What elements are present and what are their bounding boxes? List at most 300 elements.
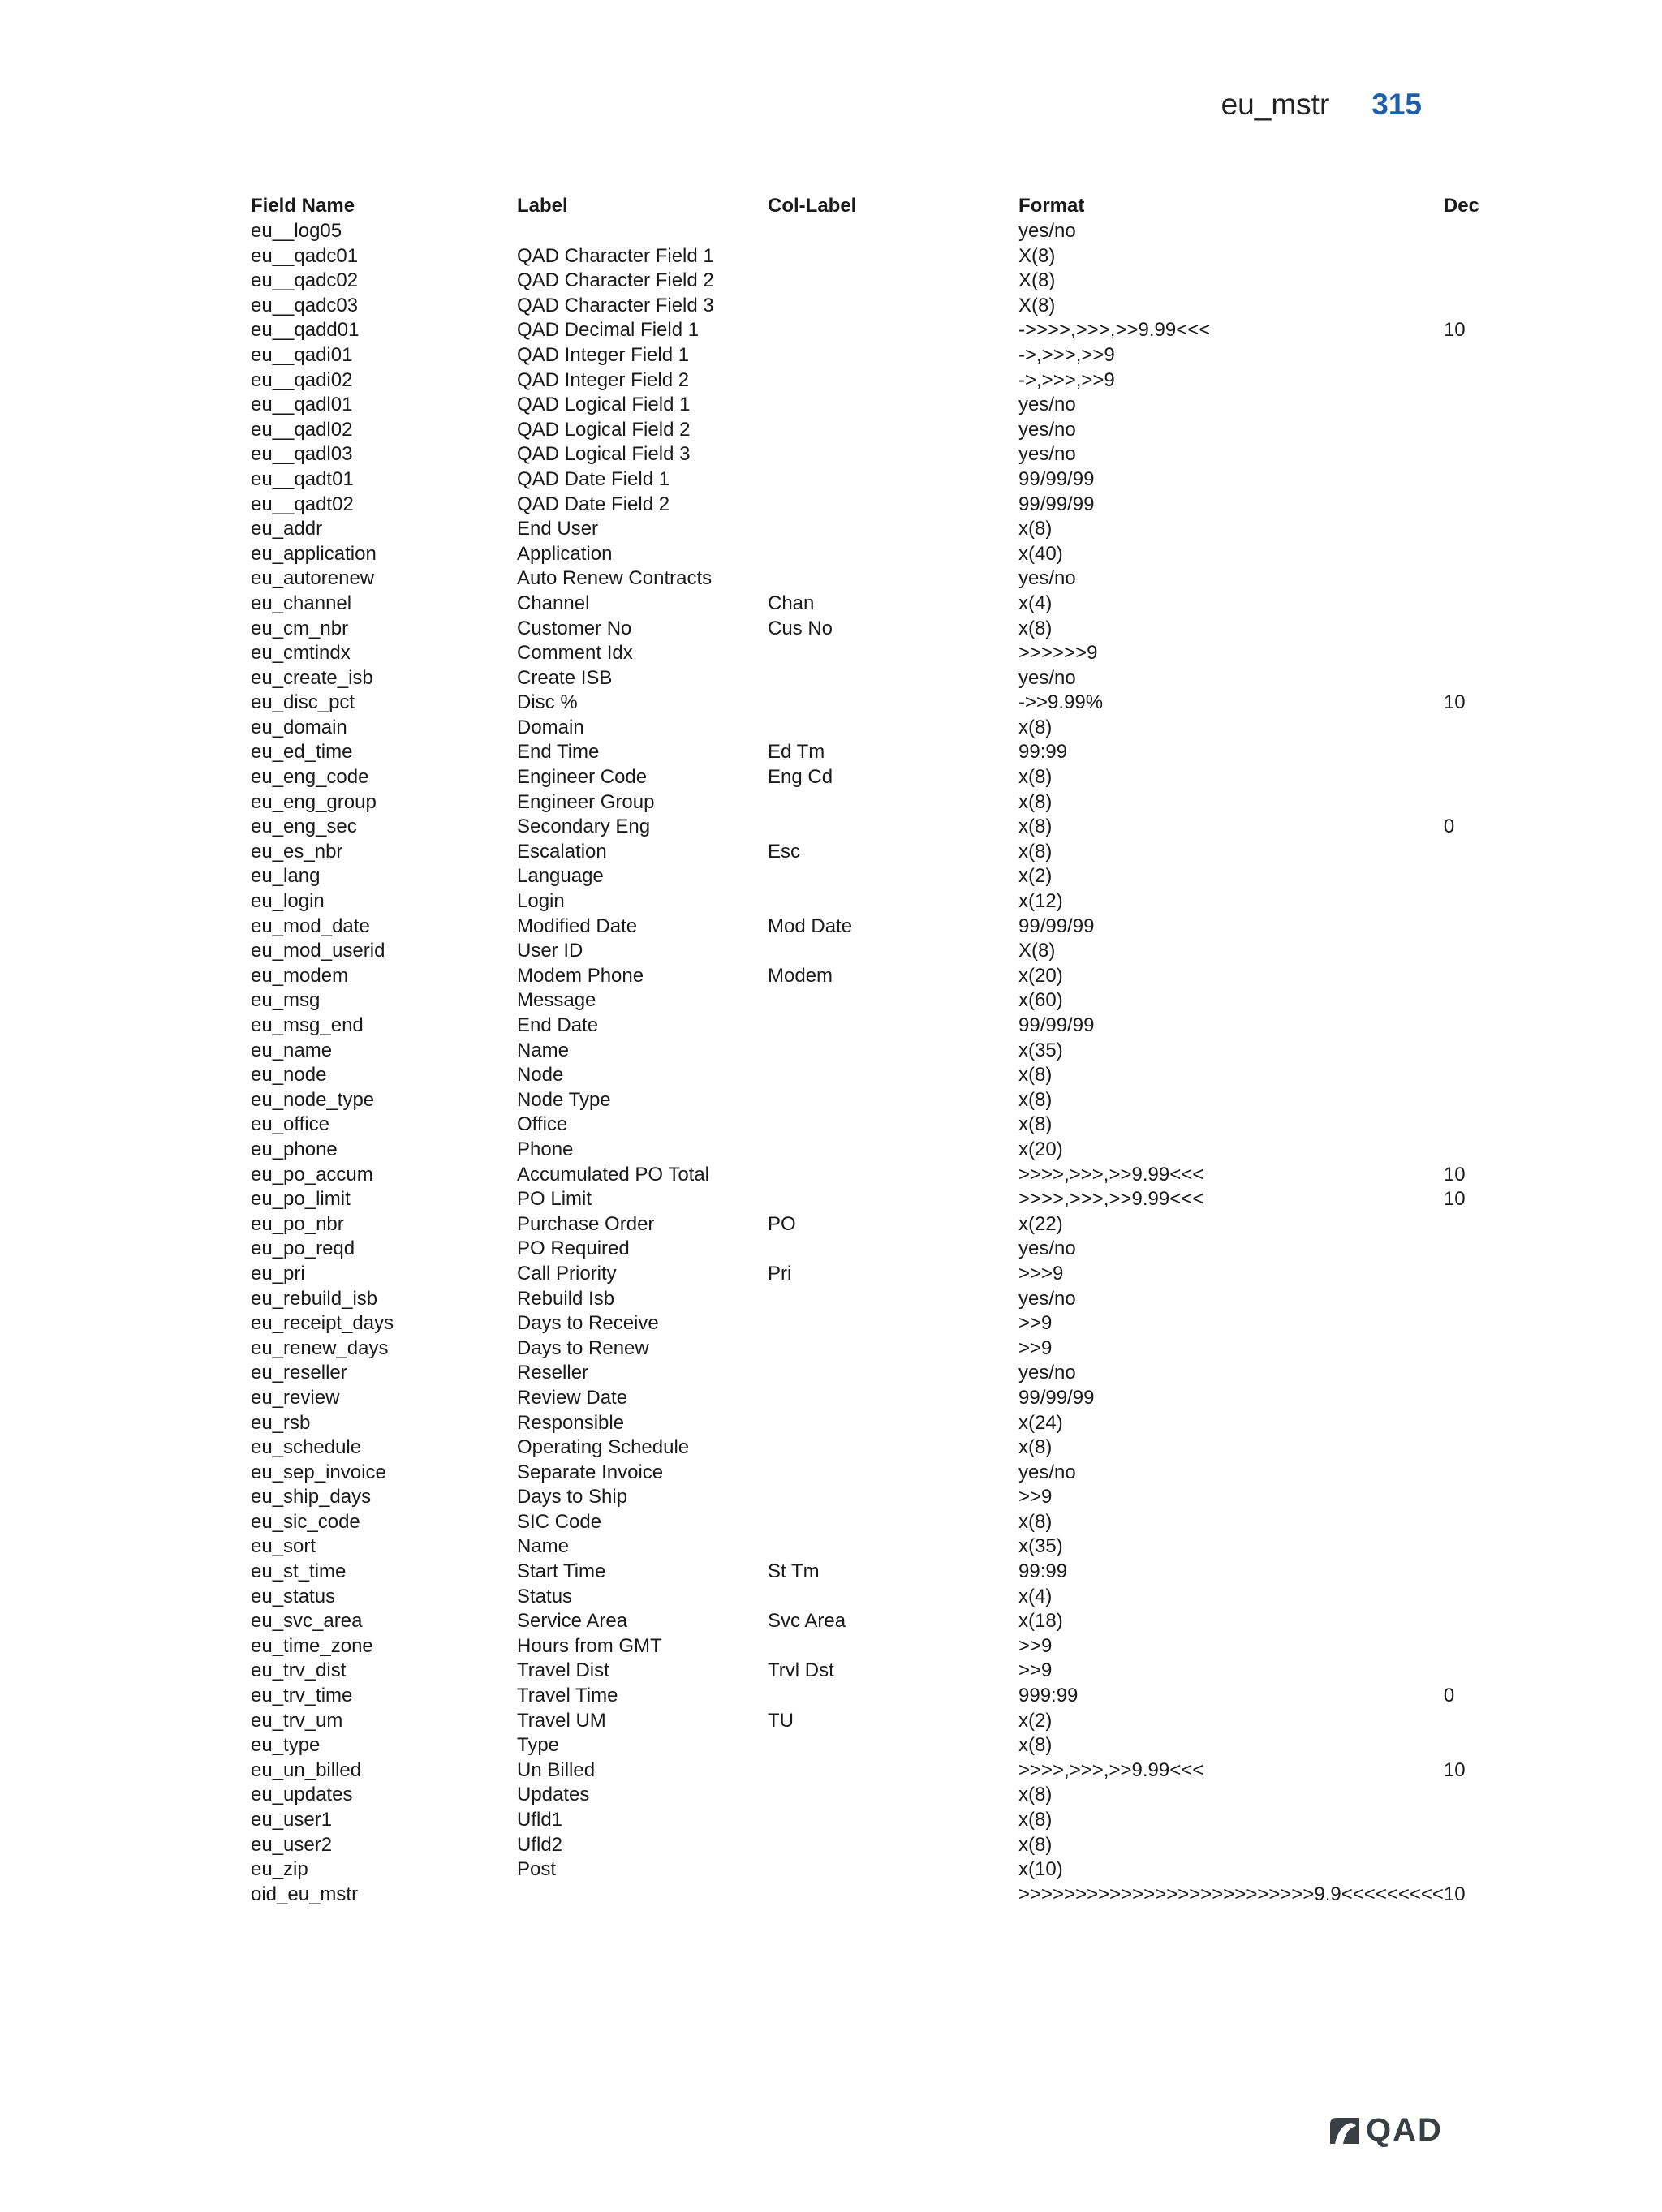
cell-col-label: Modem	[768, 964, 833, 987]
cell-label: Ufld1	[517, 1809, 563, 1831]
cell-field-name: eu_trv_dist	[251, 1659, 347, 1682]
cell-field-name: eu_application	[251, 542, 377, 565]
cell-format: x(24)	[1018, 1411, 1063, 1434]
cell-dec: 10	[1443, 1883, 1466, 1905]
cell-format: x(8)	[1018, 1510, 1053, 1533]
qad-logo-text: QAD	[1366, 2112, 1443, 2148]
cell-format: 99/99/99	[1018, 467, 1095, 490]
cell-dec	[1444, 1262, 1517, 1287]
cell-label: Un Billed	[517, 1758, 596, 1781]
cell-field-name: eu__qadd01	[251, 319, 360, 342]
cell-field-name: eu_eng_code	[251, 766, 369, 789]
cell-col-label	[768, 1684, 1018, 1709]
cell-label: Message	[517, 989, 596, 1012]
table-row	[251, 244, 1517, 269]
table-row	[251, 641, 1517, 666]
cell-col-label	[768, 1386, 1018, 1411]
cell-label: Separate Invoice	[517, 1461, 664, 1483]
cell-format: yes/no	[1018, 567, 1076, 590]
cell-col-label	[768, 691, 1018, 716]
table-row	[251, 1336, 1517, 1362]
cell-field-name: eu__qadc03	[251, 294, 359, 316]
cell-label: PO Limit	[517, 1188, 592, 1211]
cell-field-name: eu_sort	[251, 1535, 316, 1558]
cell-col-label: Trvl Dst	[768, 1659, 834, 1682]
cell-label: QAD Character Field 1	[517, 244, 714, 267]
cell-col-label: Svc Area	[768, 1610, 846, 1633]
cell-col-label	[768, 1013, 1018, 1039]
table-row	[251, 1857, 1517, 1883]
cell-label: Responsible	[517, 1411, 625, 1434]
cell-col-label	[768, 1336, 1018, 1362]
cell-col-label	[768, 889, 1018, 914]
cell-dec	[1444, 219, 1517, 244]
cell-field-name: eu_schedule	[251, 1436, 362, 1459]
table-row	[251, 1411, 1517, 1436]
cell-dec	[1444, 493, 1517, 518]
cell-format: >>>>,>>>,>>9.99<<<	[1018, 1163, 1204, 1186]
cell-field-name: eu_name	[251, 1039, 333, 1061]
cell-col-label	[768, 1733, 1018, 1758]
table-row	[251, 1485, 1517, 1510]
table-row	[251, 790, 1517, 816]
cell-label: Purchase Order	[517, 1212, 655, 1235]
cell-field-name: eu_modem	[251, 964, 349, 987]
table-row	[251, 1684, 1517, 1709]
column-header-col-label: Col-Label	[768, 195, 857, 217]
cell-dec: 10	[1443, 1758, 1466, 1781]
table-row	[251, 1088, 1517, 1113]
cell-field-name: eu_cm_nbr	[251, 617, 349, 639]
cell-dec	[1444, 467, 1517, 493]
cell-field-name: eu_autorenew	[251, 567, 375, 590]
table-row	[251, 1808, 1517, 1833]
cell-col-label	[768, 442, 1018, 467]
cell-dec	[1444, 1386, 1517, 1411]
cell-dec: 10	[1443, 1188, 1466, 1211]
cell-col-label	[768, 1833, 1018, 1858]
cell-label: Name	[517, 1535, 570, 1558]
cell-field-name: eu_renew_days	[251, 1336, 389, 1359]
cell-field-name: eu_node_type	[251, 1088, 375, 1111]
cell-format: yes/no	[1018, 220, 1076, 242]
cell-format: x(8)	[1018, 840, 1053, 863]
cell-dec	[1444, 269, 1517, 294]
cell-label: Accumulated PO Total	[517, 1163, 710, 1186]
cell-format: x(8)	[1018, 1784, 1053, 1806]
cell-format: yes/no	[1018, 418, 1076, 441]
cell-dec	[1444, 666, 1517, 691]
cell-label: Rebuild Isb	[517, 1287, 615, 1310]
cell-field-name: eu_receipt_days	[251, 1312, 394, 1335]
cell-label	[517, 219, 768, 244]
cell-format: x(8)	[1018, 1064, 1053, 1087]
cell-format: x(20)	[1018, 1138, 1063, 1160]
cell-field-name: eu_mod_userid	[251, 940, 385, 962]
cell-col-label	[768, 1783, 1018, 1808]
cell-dec	[1444, 1112, 1517, 1138]
cell-dec	[1444, 889, 1517, 914]
cell-label: Customer No	[517, 617, 632, 639]
cell-dec	[1444, 1039, 1517, 1064]
cell-field-name: eu_trv_um	[251, 1709, 343, 1732]
cell-format: x(8)	[1018, 518, 1053, 540]
cell-label: Create ISB	[517, 666, 613, 689]
table-row	[251, 1311, 1517, 1336]
cell-label: Review Date	[517, 1386, 628, 1409]
cell-format: x(8)	[1018, 1734, 1053, 1757]
cell-field-name: eu_po_accum	[251, 1163, 373, 1186]
table-row	[251, 1758, 1517, 1784]
table-body	[251, 219, 1517, 1907]
cell-label: Ufld2	[517, 1833, 563, 1856]
cell-col-label	[768, 1112, 1018, 1138]
cell-label: Call Priority	[517, 1262, 617, 1285]
cell-col-label	[768, 1311, 1018, 1336]
cell-format: >>>>,>>>,>>9.99<<<	[1018, 1188, 1204, 1211]
cell-field-name: eu_st_time	[251, 1560, 347, 1583]
cell-col-label	[768, 294, 1018, 319]
table-row	[251, 964, 1517, 989]
cell-format: X(8)	[1018, 244, 1056, 267]
cell-col-label	[768, 1411, 1018, 1436]
cell-format: x(22)	[1018, 1212, 1063, 1235]
cell-field-name: eu_office	[251, 1113, 329, 1136]
table-row	[251, 1883, 1517, 1908]
cell-field-name: eu_addr	[251, 518, 323, 540]
cell-field-name: eu_un_billed	[251, 1758, 362, 1781]
cell-field-name: eu_node	[251, 1064, 327, 1087]
cell-field-name: eu__qadt02	[251, 493, 354, 515]
cell-col-label	[768, 666, 1018, 691]
cell-format: yes/no	[1018, 1461, 1076, 1483]
cell-label: QAD Logical Field 1	[517, 394, 691, 416]
table-row	[251, 566, 1517, 592]
cell-label: Post	[517, 1858, 557, 1881]
table-row	[251, 815, 1517, 840]
cell-dec: 0	[1443, 816, 1455, 838]
cell-field-name: eu_updates	[251, 1784, 353, 1806]
cell-field-name: eu_phone	[251, 1138, 338, 1160]
cell-col-label	[768, 988, 1018, 1013]
cell-format: >>9	[1018, 1486, 1053, 1508]
cell-col-label	[768, 864, 1018, 889]
cell-col-label	[768, 1510, 1018, 1535]
cell-dec	[1444, 1709, 1517, 1734]
cell-dec	[1444, 964, 1517, 989]
cell-label: Operating Schedule	[517, 1436, 690, 1459]
cell-dec	[1444, 840, 1517, 865]
column-header-format: Format	[1018, 195, 1085, 217]
cell-col-label	[768, 1187, 1018, 1212]
cell-format: yes/no	[1018, 1287, 1076, 1310]
cell-dec	[1444, 1609, 1517, 1634]
cell-dec	[1444, 517, 1517, 542]
table-row	[251, 1063, 1517, 1088]
cell-format: x(20)	[1018, 964, 1063, 987]
table-row	[251, 1435, 1517, 1461]
cell-format: yes/no	[1018, 1362, 1076, 1384]
cell-format: 99/99/99	[1018, 1386, 1095, 1409]
cell-col-label	[768, 418, 1018, 443]
cell-format: x(8)	[1018, 1809, 1053, 1831]
cell-col-label	[768, 1163, 1018, 1188]
table-row	[251, 691, 1517, 716]
cell-format: x(4)	[1018, 592, 1053, 614]
table-row	[251, 1833, 1517, 1858]
cell-dec	[1444, 790, 1517, 816]
cell-label: QAD Date Field 1	[517, 467, 670, 490]
page-number: 315	[1371, 88, 1422, 121]
cell-field-name: eu__qadl01	[251, 394, 353, 416]
table-row	[251, 864, 1517, 889]
table-row	[251, 740, 1517, 765]
cell-col-label	[768, 1857, 1018, 1883]
cell-format: x(8)	[1018, 766, 1053, 789]
cell-label: Login	[517, 890, 565, 913]
cell-field-name: eu_msg	[251, 989, 321, 1012]
cell-dec	[1444, 1510, 1517, 1535]
cell-format: x(18)	[1018, 1610, 1063, 1633]
cell-field-name: eu_rsb	[251, 1411, 311, 1434]
cell-dec	[1444, 1857, 1517, 1883]
cell-dec	[1444, 368, 1517, 394]
table-row	[251, 343, 1517, 368]
cell-format: X(8)	[1018, 294, 1056, 316]
cell-field-name: eu__qadc01	[251, 244, 359, 267]
cell-dec	[1444, 864, 1517, 889]
cell-dec	[1444, 1435, 1517, 1461]
cell-label: Travel Time	[517, 1685, 618, 1707]
cell-dec: 10	[1443, 691, 1466, 714]
cell-field-name: eu_pri	[251, 1262, 305, 1285]
table-row	[251, 269, 1517, 294]
cell-label	[517, 1883, 768, 1908]
table-row	[251, 1163, 1517, 1188]
cell-label: QAD Logical Field 3	[517, 443, 691, 466]
cell-format: x(2)	[1018, 865, 1053, 888]
cell-field-name: eu_ed_time	[251, 741, 353, 764]
cell-format: x(4)	[1018, 1585, 1053, 1607]
cell-format: yes/no	[1018, 443, 1076, 466]
column-header-dec: Dec	[1443, 195, 1479, 217]
cell-label: Modem Phone	[517, 964, 644, 987]
cell-field-name: eu_po_nbr	[251, 1212, 344, 1235]
cell-label: SIC Code	[517, 1510, 602, 1533]
cell-dec	[1444, 1659, 1517, 1684]
cell-col-label	[768, 1585, 1018, 1610]
cell-field-name: eu_disc_pct	[251, 691, 355, 714]
cell-label: QAD Decimal Field 1	[517, 319, 700, 342]
table-row	[251, 592, 1517, 617]
cell-format: >>>>>>9	[1018, 642, 1098, 665]
cell-col-label	[768, 269, 1018, 294]
cell-col-label: Eng Cd	[768, 766, 833, 789]
table-row	[251, 666, 1517, 691]
cell-field-name: oid_eu_mstr	[251, 1883, 359, 1905]
cell-label: Domain	[517, 716, 584, 738]
cell-label: Comment Idx	[517, 642, 633, 665]
cell-dec	[1444, 1411, 1517, 1436]
table-row	[251, 1138, 1517, 1163]
cell-field-name: eu_rebuild_isb	[251, 1287, 378, 1310]
cell-col-label: Ed Tm	[768, 741, 825, 764]
cell-label: Status	[517, 1585, 573, 1607]
cell-dec	[1444, 442, 1517, 467]
cell-format: ->>9.99%	[1018, 691, 1104, 714]
table-row	[251, 1609, 1517, 1634]
table-row	[251, 517, 1517, 542]
table-row	[251, 1510, 1517, 1535]
cell-dec	[1444, 294, 1517, 319]
cell-field-name: eu_trv_time	[251, 1685, 353, 1707]
cell-format: 99:99	[1018, 1560, 1068, 1583]
table-row	[251, 493, 1517, 518]
table-row	[251, 1659, 1517, 1684]
table-row	[251, 1634, 1517, 1659]
cell-format: x(8)	[1018, 716, 1053, 738]
qad-logo	[1328, 2112, 1443, 2149]
table-row	[251, 1585, 1517, 1610]
cell-field-name: eu__qadc02	[251, 269, 359, 292]
cell-col-label	[768, 566, 1018, 592]
table-row	[251, 368, 1517, 394]
cell-dec	[1444, 617, 1517, 642]
cell-field-name: eu_time_zone	[251, 1634, 373, 1657]
cell-dec	[1444, 939, 1517, 964]
table-row	[251, 1039, 1517, 1064]
table-row	[251, 1262, 1517, 1287]
cell-dec	[1444, 1461, 1517, 1486]
cell-label: Type	[517, 1734, 560, 1757]
cell-col-label	[768, 1039, 1018, 1064]
cell-format: 99/99/99	[1018, 493, 1095, 515]
cell-label: Travel UM	[517, 1709, 606, 1732]
column-header-field-name: Field Name	[251, 195, 355, 217]
cell-col-label	[768, 716, 1018, 741]
cell-dec	[1444, 1013, 1517, 1039]
table-row	[251, 1361, 1517, 1386]
cell-label: Service Area	[517, 1610, 628, 1633]
cell-format: x(8)	[1018, 1833, 1053, 1856]
cell-col-label	[768, 815, 1018, 840]
cell-col-label: PO	[768, 1212, 796, 1235]
cell-col-label	[768, 1088, 1018, 1113]
cell-label: Escalation	[517, 840, 607, 863]
cell-label: PO Required	[517, 1237, 630, 1260]
cell-format: x(8)	[1018, 1436, 1053, 1459]
cell-dec	[1444, 1287, 1517, 1312]
cell-dec	[1444, 1088, 1517, 1113]
cell-field-name: eu_domain	[251, 716, 347, 738]
cell-label: QAD Integer Field 1	[517, 343, 690, 366]
cell-field-name: eu_lang	[251, 865, 321, 888]
cell-col-label	[768, 790, 1018, 816]
cell-field-name: eu_reseller	[251, 1362, 347, 1384]
cell-label: Secondary Eng	[517, 816, 651, 838]
cell-col-label	[768, 1534, 1018, 1560]
cell-col-label	[768, 1485, 1018, 1510]
cell-format: x(35)	[1018, 1039, 1063, 1061]
cell-field-name: eu_zip	[251, 1858, 308, 1881]
cell-dec	[1444, 740, 1517, 765]
cell-format: x(8)	[1018, 617, 1053, 639]
cell-label: End Time	[517, 741, 600, 764]
cell-col-label	[768, 1461, 1018, 1486]
cell-field-name: eu__qadl02	[251, 418, 353, 441]
table-row	[251, 318, 1517, 343]
cell-dec	[1444, 1311, 1517, 1336]
cell-dec	[1444, 1733, 1517, 1758]
table-row	[251, 914, 1517, 940]
cell-col-label	[768, 343, 1018, 368]
doc-title: eu_mstr	[1221, 88, 1330, 121]
cell-format: x(35)	[1018, 1535, 1063, 1558]
table-row	[251, 1112, 1517, 1138]
table-row	[251, 393, 1517, 418]
table-row	[251, 294, 1517, 319]
cell-col-label	[768, 1138, 1018, 1163]
cell-label: Hours from GMT	[517, 1634, 662, 1657]
cell-dec	[1444, 1585, 1517, 1610]
cell-field-name: eu_cmtindx	[251, 642, 351, 665]
cell-dec	[1444, 1783, 1517, 1808]
cell-field-name: eu_user1	[251, 1809, 333, 1831]
cell-label: Engineer Code	[517, 766, 648, 789]
table-row	[251, 1534, 1517, 1560]
table-row	[251, 840, 1517, 865]
cell-col-label	[768, 1883, 1018, 1908]
cell-col-label	[768, 393, 1018, 418]
cell-label: Node	[517, 1064, 564, 1087]
cell-field-name: eu_sic_code	[251, 1510, 360, 1533]
cell-dec	[1444, 641, 1517, 666]
cell-col-label	[768, 1287, 1018, 1312]
cell-label: User ID	[517, 940, 583, 962]
cell-label: Days to Renew	[517, 1336, 649, 1359]
table-row	[251, 716, 1517, 741]
cell-dec	[1444, 592, 1517, 617]
cell-field-name: eu_po_limit	[251, 1188, 351, 1211]
page-header	[1221, 88, 1422, 122]
cell-format: >>>>>>>>>>>>>>>>>>>>>>>>>>9.9<<<<<<<<<	[1018, 1883, 1444, 1905]
table-row	[251, 1709, 1517, 1734]
table-row	[251, 1560, 1517, 1585]
cell-col-label	[768, 1237, 1018, 1262]
cell-col-label	[768, 219, 1018, 244]
cell-format: x(40)	[1018, 542, 1063, 565]
cell-dec	[1444, 1808, 1517, 1833]
cell-format: 99/99/99	[1018, 1014, 1095, 1036]
cell-format: x(8)	[1018, 816, 1053, 838]
cell-label: Application	[517, 542, 613, 565]
cell-dec	[1444, 343, 1517, 368]
cell-label: Name	[517, 1039, 570, 1061]
cell-col-label	[768, 542, 1018, 567]
cell-format: x(2)	[1018, 1709, 1053, 1732]
cell-field-name: eu_user2	[251, 1833, 333, 1856]
cell-label: Node Type	[517, 1088, 611, 1111]
cell-label: QAD Character Field 2	[517, 269, 714, 292]
cell-label: Auto Renew Contracts	[517, 567, 713, 590]
cell-label: End Date	[517, 1014, 599, 1036]
cell-col-label	[768, 1063, 1018, 1088]
cell-label: Modified Date	[517, 914, 638, 937]
cell-format: >>>>,>>>,>>9.99<<<	[1018, 1758, 1204, 1781]
field-table	[251, 194, 1517, 1907]
table-row	[251, 418, 1517, 443]
table-row	[251, 1386, 1517, 1411]
